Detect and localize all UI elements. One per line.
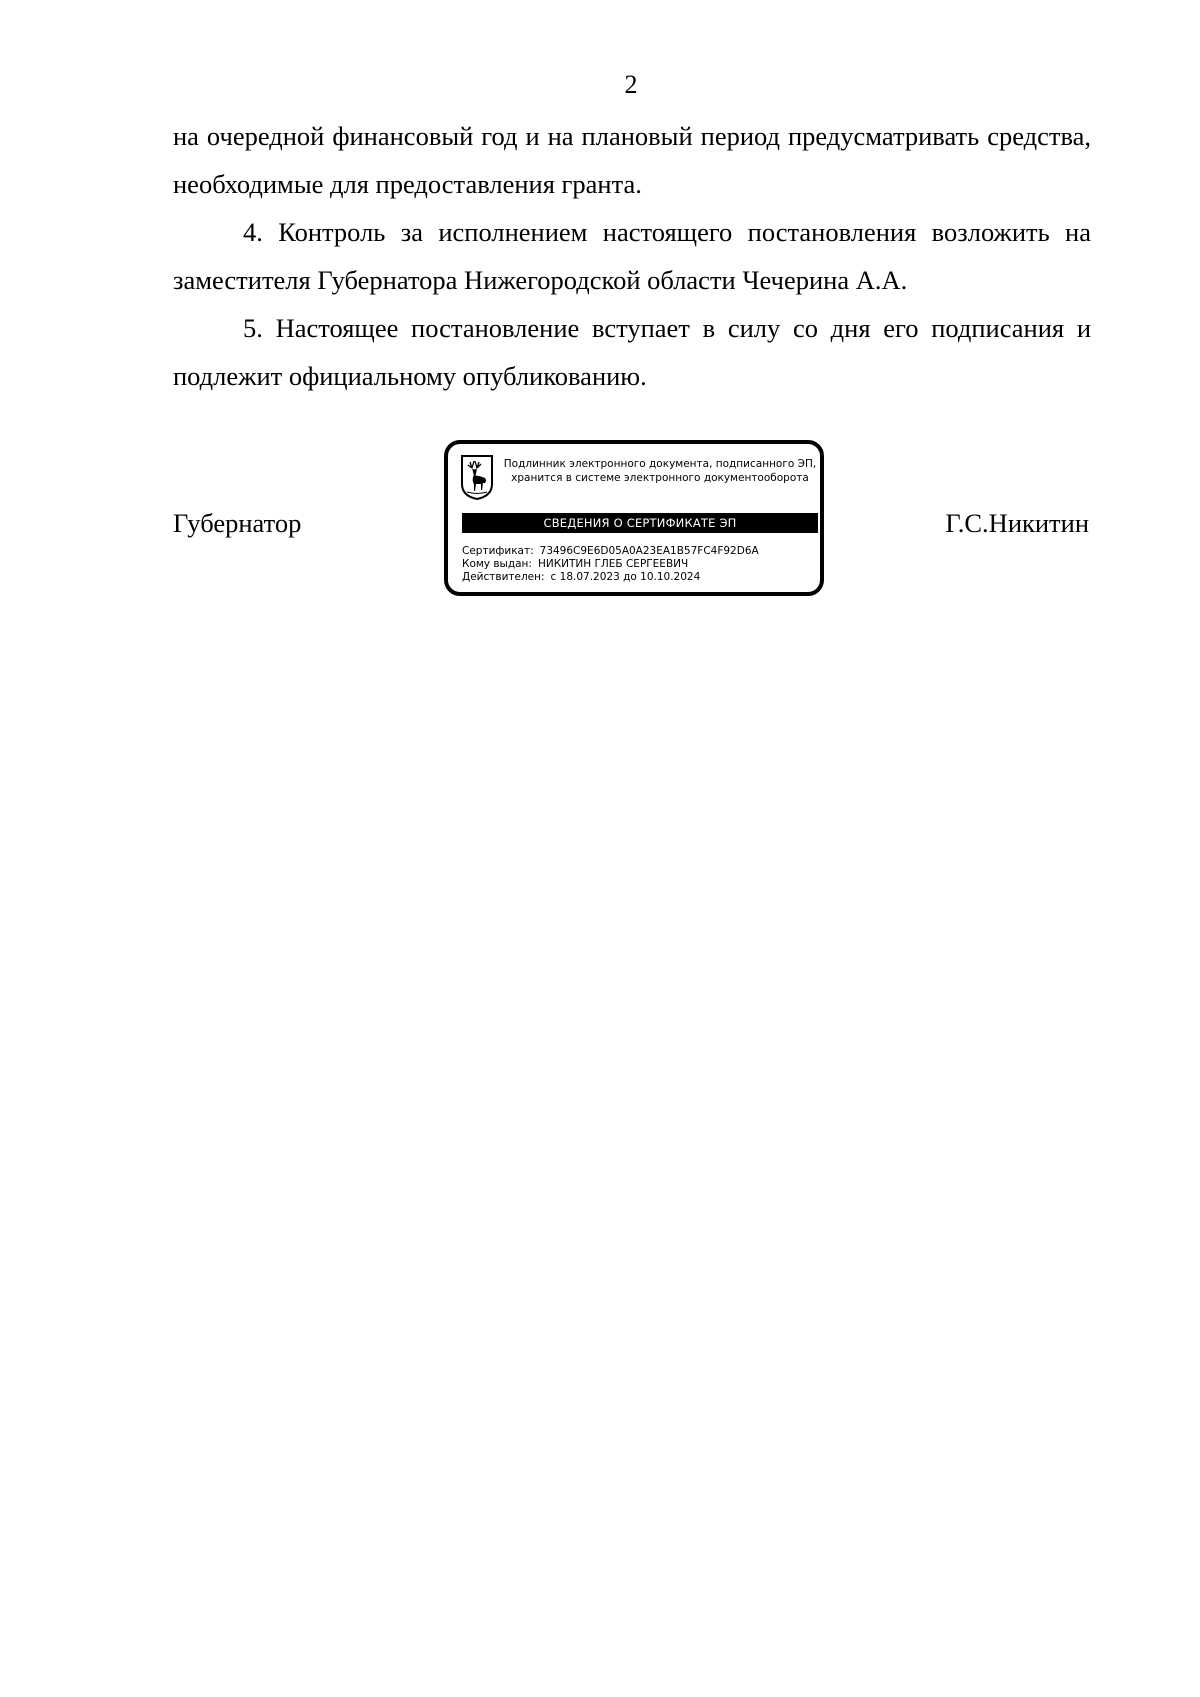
- stamp-certificate-details: [462, 545, 822, 584]
- validity-label: Действителен:: [462, 571, 545, 583]
- deer-emblem-icon: [460, 454, 494, 500]
- signatory-title: Губернатор: [173, 508, 302, 538]
- stamp-header: [500, 457, 820, 485]
- stamp-header-line2: хранится в системе электронного документооборота: [511, 472, 809, 484]
- issued-to-value: НИКИТИН ГЛЕБ СЕРГЕЕВИЧ: [537, 558, 689, 570]
- certificate-row: [462, 545, 822, 558]
- document-body: [173, 112, 1091, 400]
- stamp-header-line1: Подлинник электронного документа, подписанного ЭП,: [503, 458, 817, 470]
- electronic-signature-stamp: [444, 440, 824, 596]
- validity-value: с 18.07.2023 до 10.10.2024: [550, 571, 701, 583]
- certificate-label: Сертификат:: [462, 545, 534, 557]
- stamp-certificate-bar: СВЕДЕНИЯ О СЕРТИФИКАТЕ ЭП: [462, 513, 818, 533]
- signatory-name: Г.С.Никитин: [945, 508, 1089, 538]
- certificate-value: 73496C9E6D05A0A23EA1B57FC4F92D6A: [539, 545, 759, 557]
- paragraph-control: 4. Контроль за исполнением настоящего постановления возложить на заместителя Губернатора Нижегородской области Чечерина А.А.: [173, 217, 1091, 295]
- page-number: 2: [624, 70, 638, 99]
- validity-row: [462, 571, 822, 584]
- paragraph-effective: 5. Настоящее постановление вступает в силу со дня его подписания и подлежит официальному опубликованию.: [173, 313, 1091, 391]
- issued-to-row: [462, 558, 822, 571]
- signature-block: [173, 440, 1091, 605]
- paragraph-continuation: на очередной финансовый год и на плановый период предусматривать средства, необходимые для предоставления гранта.: [173, 121, 1091, 199]
- issued-to-label: Кому выдан:: [462, 558, 532, 570]
